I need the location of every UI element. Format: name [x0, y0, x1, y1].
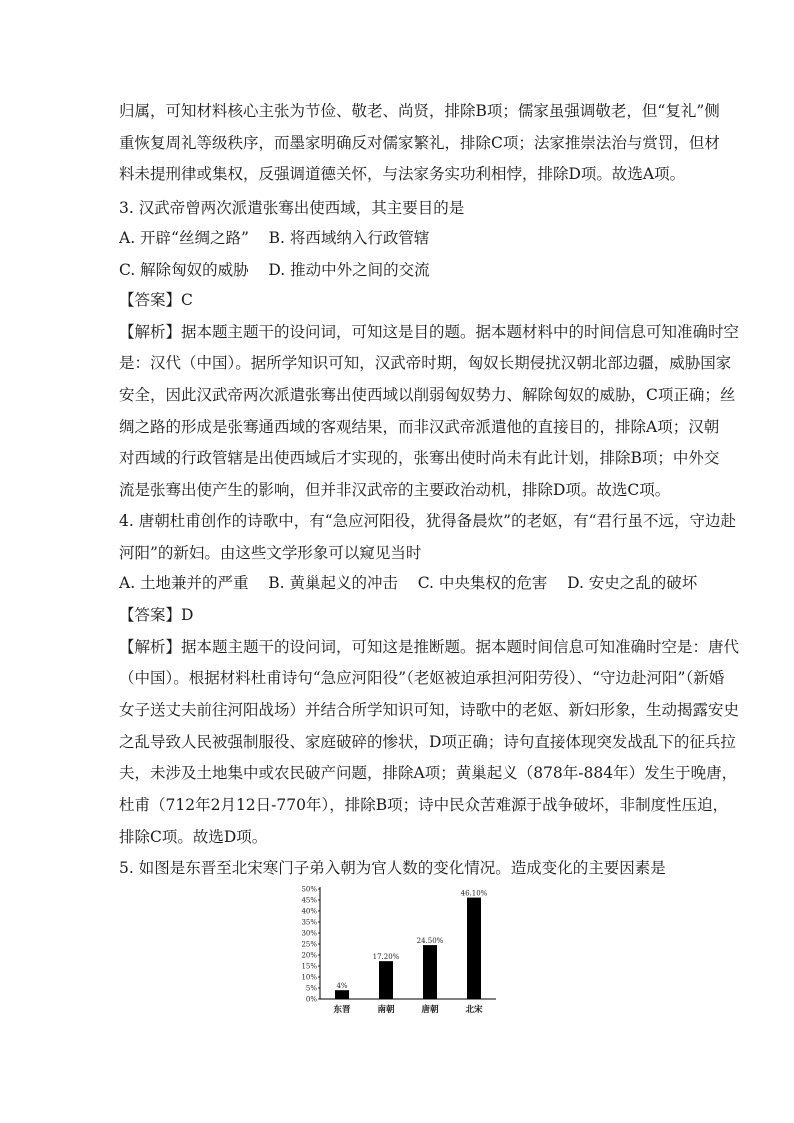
y-tick-label: 0% [305, 995, 317, 1004]
q3-options: A. 开辟“丝绸之路” B. 将西域纳入行政管辖 [119, 229, 430, 247]
q3-analysis-line: 是：汉代（中国）。据所学知识可知，汉武帝时期，匈奴长期侵扰汉朝北部边疆，威胁国家 [119, 354, 732, 372]
y-tick-label: 30% [301, 929, 317, 938]
x-category-label: 北宋 [465, 1005, 483, 1015]
x-category-label: 东晋 [333, 1005, 351, 1015]
q3-analysis-line: 流是张骞出使产生的影响，但并非汉武帝的主要政治动机，排除D项。故选C项。 [119, 481, 671, 499]
q4-analysis-line: （中国）。根据材料杜甫诗句“急应河阳役”（老妪被迫承担河阳劳役）、“守边赴河阳”（新婚 [119, 669, 725, 687]
bar [423, 945, 437, 999]
q4-analysis-line: 女子送丈夫前往河阳战场）并结合所学知识可知，诗歌中的老妪、新妇形象，生动揭露安史 [119, 701, 740, 719]
y-tick-label: 40% [301, 907, 317, 916]
y-tick-label: 50% [301, 885, 317, 894]
q3-analysis-line: 安全，因此汉武帝两次派遣张骞出使西域以削弱匈奴势力、解除匈奴的威胁，C项正确；丝 [119, 386, 736, 404]
q4-analysis-line: 杜甫（712年2月12日-770年），排除B项；诗中民众苦难源于战争破坏，非制度性压迫， [119, 796, 729, 814]
q3-analysis-line: 绸之路的形成是张骞通西域的客观结果，而非汉武帝派遣他的直接目的，排除A项；汉朝 [119, 418, 720, 436]
q4-options: A. 土地兼并的严重 B. 黄巢起义的冲击 C. 中央集权的危害 D. 安史之乱的破坏 [119, 574, 698, 592]
bar-data-label: 46.10% [460, 889, 488, 898]
q4-analysis-line: 夫，未涉及土地集中或农民破产问题，排除A项；黄巢起义（878年-884年）发生于晚唐， [119, 764, 738, 782]
y-tick-label: 20% [301, 951, 317, 960]
bar [335, 990, 349, 999]
y-tick-label: 45% [301, 896, 317, 905]
bar-data-label: 4% [336, 982, 348, 991]
question-4: 河阳”的新妇。由这些文学形象可以窥见当时 [119, 544, 422, 562]
q3-answer: 【答案】C [119, 291, 193, 309]
x-category-label: 唐朝 [421, 1005, 439, 1015]
q4-answer: 【答案】D [119, 606, 194, 624]
q3-analysis-line: 【解析】据本题主题干的设问词，可知这是目的题。据本题材料中的时间信息可知准确时空 [119, 323, 740, 341]
para-line: 归属，可知材料核心主张为节俭、敬老、尚贤，排除B项；儒家虽强调敬老，但“复礼”侧 [119, 102, 720, 120]
x-category-label: 南朝 [377, 1005, 395, 1015]
bar-data-label: 17.20% [372, 953, 400, 962]
y-tick-label: 15% [301, 962, 317, 971]
bar [467, 898, 481, 999]
q4-analysis-line: 【解析】据本题主题干的设问词，可知这是推断题。据本题时间信息可知准确时空是：唐代 [119, 638, 740, 656]
bar-chart-svg [288, 883, 508, 1018]
question-3: 3. 汉武帝曾两次派遣张骞出使西域，其主要目的是 [119, 199, 465, 217]
q4-analysis-line: 之乱导致人民被强制服役、家庭破碎的惨状，D项正确；诗句直接体现突发战乱下的征兵拉 [119, 733, 736, 751]
para-line: 重恢复周礼等级秩序，而墨家明确反对儒家繁礼，排除C项；法家推崇法治与赏罚，但材 [119, 134, 720, 152]
question-5: 5. 如图是东晋至北宋寒门子弟入朝为官人数的变化情况。造成变化的主要因素是 [119, 859, 666, 877]
question-4: 4. 唐朝杜甫创作的诗歌中，有“急应河阳役，犹得备晨炊”的老妪，有“君行虽不远，守边赴 [119, 512, 736, 530]
bar [379, 961, 393, 999]
bar-data-label: 24.50% [416, 937, 444, 946]
q4-analysis-line: 排除C项。故选D项。 [119, 828, 268, 846]
para-line: 料未提刑律或集权，反强调道德关怀，与法家务实功利相悖，排除D项。故选A项。 [119, 165, 686, 183]
q3-analysis-line: 对西域的行政管辖是出使西域后才实现的，张骞出使时尚未有此计划，排除B项；中外交 [119, 449, 720, 467]
q3-options: C. 解除匈奴的威胁 D. 推动中外之间的交流 [119, 261, 430, 279]
bar-chart [288, 883, 508, 1018]
y-tick-label: 10% [301, 973, 317, 982]
y-tick-label: 35% [301, 918, 317, 927]
y-tick-label: 25% [301, 940, 317, 949]
y-tick-label: 5% [305, 984, 317, 993]
